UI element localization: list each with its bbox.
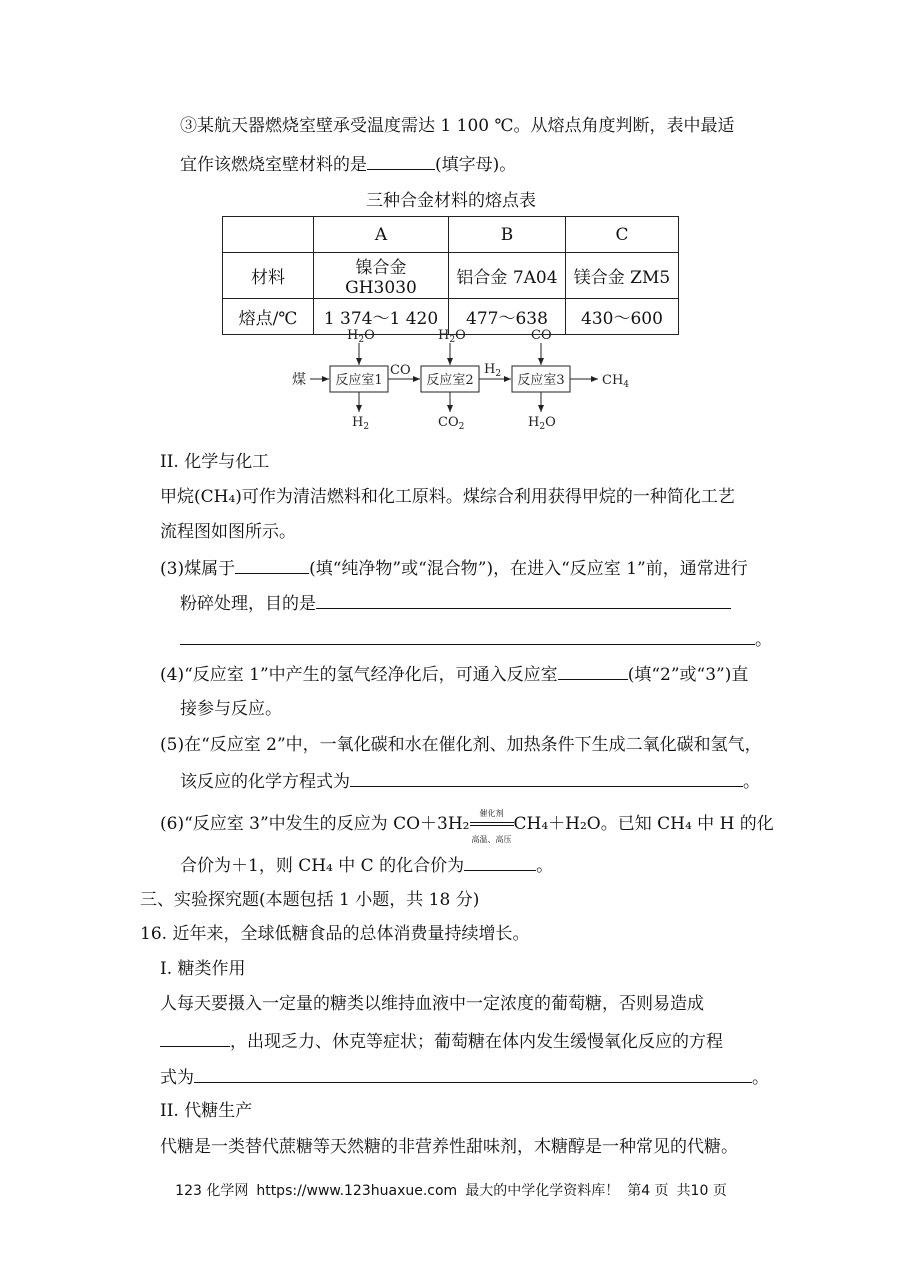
h2o-output-3: $H_2O$ [528,415,556,432]
s1-line2-text: ，出现乏力、休克等症状；葡萄糖在体内发生缓慢氧化反应的方程 [230,1032,723,1052]
q3b-purpose-blank-2[interactable] [180,626,755,645]
table-cell: B [449,217,566,253]
h2o-input-2: $H_2O$ [438,328,466,345]
s2-title: II. 代糖生产 [160,1101,253,1121]
q4-line2: 接参与反应。 [180,699,282,719]
q6-reaction-condition [470,809,514,844]
q4-hint: (填“2”或“3”)直 [627,665,749,685]
co-input-3: CO [531,328,552,343]
h2o-input-1: $H_2O$ [347,328,375,345]
s1-answer-blank-1[interactable] [160,1028,230,1047]
melting-point-table [222,216,679,335]
q5-line1: (5)在“反应室 2”中，一氧化碳和水在催化剂、加热条件下生成二氧化碳和氢气， [160,735,762,755]
q5-prompt: 该反应的化学方程式为 [180,772,350,792]
s1-line1: 人每天要摄入一定量的糖类以维持血液中一定浓度的葡萄糖，否则易造成 [160,994,704,1014]
table-cell: 镁合金 ZM5 [566,253,679,299]
q3b-prompt: (3)煤属于 [160,559,236,579]
reaction-room-2-label: 反应室2 [426,373,474,388]
q3-text-line1: ③某航天器燃烧室壁承受温度需达 1 100 ℃。从熔点角度判断，表中最适 [180,116,735,136]
footer-page-number: 第4 页 [627,1183,669,1199]
q6-period: 。 [536,856,554,876]
q3b-period: 。 [755,630,772,650]
q3b-line2 [180,590,731,616]
co-label: CO [390,363,411,378]
coal-label: 煤 [292,372,306,388]
s1-title: I. 糖类作用 [160,959,246,979]
s1-line3 [160,1064,769,1090]
catalyst-label: 催化剂 [479,809,504,818]
table-cell: C [566,217,679,253]
q4-prompt: (4)“反应室 1”中产生的氢气经净化后，可通入反应室 [160,665,558,685]
table-cell: 430～600 [566,299,679,335]
q5-answer-blank[interactable] [350,768,743,787]
s1-line2 [160,1028,723,1054]
q3-prompt: 宜作该燃烧室壁材料的是 [180,155,367,175]
table-cell [223,217,314,253]
s2-line1: 代糖是一类替代蔗糖等天然糖的非营养性甜味剂，木糖醇是一种常见的代糖。 [160,1137,738,1157]
q3b-answer-blank[interactable] [235,555,309,574]
q3b-line1 [160,555,748,581]
q3-text-line2 [180,151,516,177]
q16-stem: 16. 近年来，全球低糖食品的总体消费量持续增长。 [140,924,530,944]
table-cell: 材料 [223,253,314,299]
footer-url[interactable]: https://www.123huaxue.com [256,1183,458,1199]
h2-label: $H_2$ [484,362,502,379]
q3-answer-blank[interactable] [367,151,435,170]
q5-period: 。 [743,772,760,792]
q3-hint: (填字母)。 [435,155,517,175]
q6-equation-right: CH₄＋H₂O。已知 CH₄ 中 H 的化 [513,814,774,834]
s1-period: 。 [752,1068,769,1088]
reaction-room-3-label: 反应室3 [517,373,565,388]
intro-line1: 甲烷(CH₄)可作为清洁燃料和化工原料。煤综合利用获得甲烷的一种简化工艺 [160,487,735,507]
process-flow-diagram [280,326,640,432]
s1-prompt: 式为 [160,1068,194,1088]
q3b-hint: (填“纯净物”或“混合物”)，在进入“反应室 1”前，通常进行 [309,559,748,579]
page-footer [0,1180,902,1200]
table-cell: 1 374～1 420 [314,299,449,335]
q3b-purpose-prompt: 粉碎处理，目的是 [180,594,316,614]
co2-output-2: $CO_2$ [438,415,465,432]
section-2-title: II. 化学与化工 [160,452,270,472]
q6-answer-blank[interactable] [464,852,536,871]
q6-line1 [160,809,774,844]
table-cell: 477～638 [449,299,566,335]
q6-equation-left: (6)“反应室 3”中发生的反应为 CO＋3H₂ [160,814,470,834]
ch4-label: $CH_4$ [602,373,630,390]
q4-line1 [160,661,748,687]
s1-answer-blank-2[interactable] [194,1064,752,1083]
q6-prompt: 合价为＋1，则 CH₄ 中 C 的化合价为 [180,856,465,876]
table-cell: 铝合金 7A04 [449,253,566,299]
q3b-purpose-blank[interactable] [316,590,731,609]
table-cell: A [314,217,449,253]
q6-line2 [180,852,553,878]
q4-answer-blank[interactable] [558,661,628,680]
table-row [223,253,679,299]
table-cell: 镍合金 GH3030 [314,253,449,299]
condition-label: 高温、高压 [471,835,512,844]
intro-line2: 流程图如图所示。 [160,522,296,542]
table-row [223,217,679,253]
footer-site: 123 化学网 [175,1183,249,1199]
h2-output-1: $H_2$ [352,415,370,432]
q5-line2 [180,768,760,794]
footer-slogan: 最大的中学化学资料库！ [465,1183,620,1199]
q3b-line3 [180,626,772,652]
table-caption: 三种合金材料的熔点表 [366,191,536,211]
reaction-room-1-label: 反应室1 [335,373,383,388]
section-3-title: 三、实验探究题(本题包括 1 小题，共 18 分) [140,890,480,910]
table-cell: 熔点/℃ [223,299,314,335]
footer-total-pages: 共10 页 [676,1183,727,1199]
